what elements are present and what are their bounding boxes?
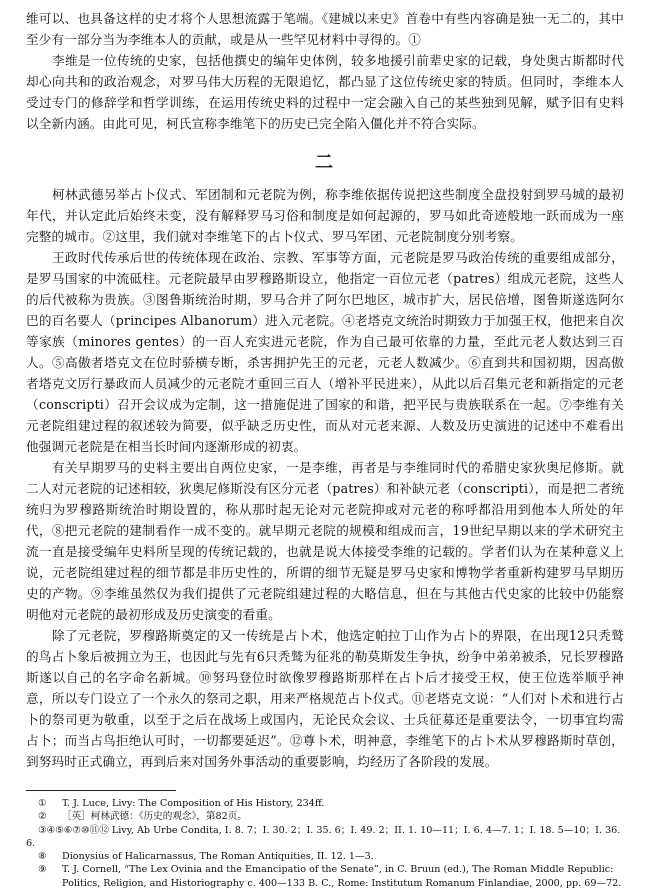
- footnote-text: ［英］柯林武德：《历史的观念》，第82页。: [62, 811, 247, 823]
- footnote-text: Livy, Ab Urbe Condita, I. 8. 7；I. 30. 2；I. 35. 6；I. 49. 2；II. 1. 10—11；I. 6. 4—7. 1；I. 18. 5—10；I. 36. 6.: [26, 824, 621, 849]
- footnote: [26, 850, 624, 863]
- footnote: [26, 824, 624, 851]
- footnote-text: Dionysius of Halicarnassus, The Roman Antiquities, II. 12. 1—3.: [62, 851, 374, 863]
- footnote: [26, 797, 624, 810]
- footnote-marker: ②: [38, 811, 47, 823]
- footnote-marker: ①: [38, 798, 47, 809]
- footnote-marker: ③④⑤⑥⑦⑩⑪⑫: [38, 824, 109, 836]
- footnotes: [26, 797, 624, 890]
- paragraph: 除了元老院，罗穆路斯奠定的又一传统是占卜术，他选定帕拉丁山作为占卜的界限，在出现12只秃鹫的鸟占卜象后被拥立为王，也因此与先有6只秃鹫为征兆的勒莫斯发生争执，纷争中弟弟被杀，兄长罗穆路斯遂以自己的名字命名新城。⑩努玛登位时欲像罗穆路斯那样在占卜后才接受王权，使王位选举顺乎神意，所以专门设立了一个永久的祭司之职，用来严格规范占卜仪式。⑪老塔克文说：“人们对卜术和进行占卜的祭司更为敬重，以至于之后在战场上或国内，无论民众会议、士兵征募还是重要法令，一切事宜均需占卜；而当占鸟拒绝认可时，一切都要延迟”。⑫尊卜术，明神意，李维笔下的占卜术从罗穆路斯时草创，到努玛时正式确立，再到后来对国务外事活动的重要影响，均经历了各阶段的发展。: [26, 628, 624, 769]
- footnote: [26, 810, 624, 823]
- paragraph: 维可以、也具备这样的史才将个人思想流露于笔端。《建城以来史》首卷中有些内容确是独一无二的，其中至少有一部分当为李维本人的贡献，或是从一些罕见材料中寻得的。①: [26, 11, 624, 47]
- footnote-text: T. J. Cornell, “The Lex Ovinia and the Emancipatio of the Senate”, in C. Bruun (ed.), The Roman Middle Republic: Politics, Religion, and Historiography c. 400—133 B. C., Rome: Institutum Romanum Finlandiae, 2000, pp. 69—72.: [62, 864, 622, 889]
- paragraph: 柯林武德另举占卜仪式、军团制和元老院为例，称李维依据传说把这些制度全盘投射到罗马城的最初年代，并认定此后始终未变，没有解释罗马习俗和制度是如何起源的，罗马如此奇迹般地一跃而成为一座完整的城市。②这里，我们就对李维笔下的占卜仪式、罗马军团、元老院制度分别考察。: [26, 187, 624, 244]
- section-heading: 二: [315, 152, 335, 173]
- footnote: [26, 863, 624, 890]
- footnote-marker: ⑧: [38, 851, 47, 863]
- footnote-marker: ⑨: [38, 864, 47, 876]
- footnote-text: T. J. Luce, Livy: The Composition of His History, 234ff.: [62, 798, 325, 809]
- paragraph: 有关早期罗马的史料主要出自两位史家，一是李维，再者是与李维同时代的希腊史家狄奥尼修斯。就二人对元老院的记述相较，狄奥尼修斯没有区分元老（patres）和补缺元老（conscripti），而是把二者统统归为罗穆路斯统治时期设置的，称从那时起无论对元老院抑或对元老的称呼都沿用到他本人所处的年代，⑧把元老院的建制看作一成不变的。就早期元老院的规模和组成而言，19世纪早期以来的学术研究主流一直是接受编年史料所呈现的传统记载的，也就是说大体接受李维的记载的。学者们认为在某种意义上说，元老院组建过程的细节都是非历史性的，所谓的细节无疑是罗马史家和博物学者重新构建罗马早期历史的产物。⑨李维虽然仅为我们提供了元老院组建过程的大略信息，但在与其他古代史家的比较中仍能察明他对元老院的最初形成及历史演变的看重。: [26, 460, 624, 622]
- paragraph: 李维是一位传统的史家，包括他撰史的编年史体例，较多地援引前辈史家的记载，身处奥古斯都时代却心向共和的政治观念，对罗马伟大历程的无限追忆，都凸显了这位传统史家的特质。但同时，李维本人受过专门的修辞学和哲学训练，在运用传统史料的过程中一定会融入自己的某些独到见解，赋予旧有史料以全新内涵。由此可见，柯氏宣称李维笔下的历史已完全陷入僵化并不符合实际。: [26, 53, 624, 131]
- footnote-divider: [26, 790, 176, 791]
- paragraph: 王政时代传承后世的传统体现在政治、宗教、军事等方面，元老院是罗马政治传统的重要组成部分，是罗马国家的中流砥柱。元老院最早由罗穆路斯设立，他指定一百位元老（patres）组成元老院，这些人的后代被称为贵族。③图鲁斯统治时期，罗马合并了阿尔巴地区，城市扩大，居民倍增，图鲁斯遂选阿尔巴的百名要人（principes Albanorum）进入元老院。④老塔克文统治时期致力于加强王权，他把来自次等家族（minores gentes）的一百人充实进元老院，作为自己最可依靠的力量，至此元老人数达到三百人。⑤高傲者塔克文在位时骄横专断，杀害拥护先王的元老，元老人数减少。⑥直到共和国初期，因高傲者塔克文厉行暴政而人员减少的元老院才重回三百人（增补平民进来），从此以后召集元老和新指定的元老（conscripti）召开会议成为定制，这一措施促进了国家的和谐，把平民与贵族联系在一起。⑦李维有关元老院组建过程的叙述较为简要，似乎缺乏历史性，而从对元老来源、人数及历史演进的记述中不难看出他强调元老院是在相当长时间内逐渐形成的初衷。: [26, 250, 624, 454]
